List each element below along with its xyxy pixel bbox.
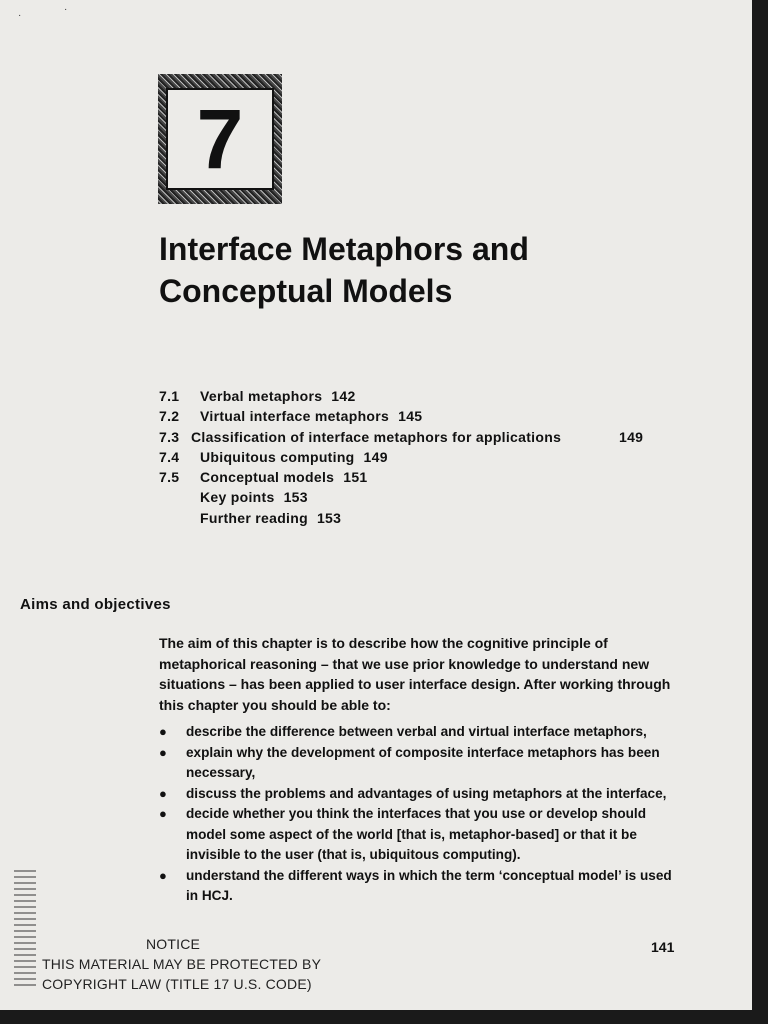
notice-line: COPYRIGHT LAW (TITLE 17 U.S. CODE) [42,976,312,992]
toc-item-text: Conceptual models [200,469,335,486]
toc-item-number: 7.2 [159,408,180,425]
objective-text: decide whether you think the interfaces that you use or develop should model some aspect of the world [that is, metaphor-based] or that it be invisible to the user (that is, ubiquitous computing). [186,806,647,862]
aims-heading: Aims and objectives [20,596,171,613]
scan-speck: · [18,10,22,21]
toc-item-page: 145 [398,408,423,425]
bullet-icon: ● [159,744,167,760]
chapter-number-box [158,74,282,204]
list-item [159,866,679,907]
toc-item-number: 7.5 [159,469,180,486]
toc-item-number: 7.3 [159,428,180,445]
list-item [159,804,679,866]
bullet-icon: ● [159,867,167,883]
objectives-list [159,722,679,907]
toc-item-page: 142 [331,388,356,404]
scan-artifact [14,870,36,990]
notice-line: THIS MATERIAL MAY BE PROTECTED BY [42,956,322,972]
toc-item-text: Key points [200,489,275,506]
toc-item-text: Virtual interface metaphors [200,408,390,425]
toc-item-page: 153 [283,489,308,506]
bullet-icon: ● [159,724,167,739]
copyright-notice [42,934,321,994]
toc-item-page: 149 [619,428,644,445]
page-number: 141 [651,939,675,955]
objective-text: understand the different ways in which the term ‘conceptual model’ is used in HCJ. [186,867,672,903]
toc-item-number: 7.1 [159,388,180,404]
toc-item-text: Ubiquitous computing [200,448,355,465]
list-item [159,722,679,743]
list-item [159,784,679,805]
bullet-icon: ● [159,785,167,801]
objective-text: describe the difference between verbal and virtual interface metaphors, [186,724,647,739]
toc-item-number: 7.4 [159,448,180,465]
chapter-title-line-1: Interface Metaphors and [159,231,529,267]
notice-heading: NOTICE [146,936,201,952]
chapter-number: 7 [196,92,244,186]
chapter-title-line-2: Conceptual Models [159,273,453,309]
list-item [159,743,679,784]
bullet-icon: ● [159,806,167,821]
toc-item-text: Classification of interface metaphors for applications [191,428,562,445]
toc-item-text: Verbal metaphors [200,388,323,404]
toc-item-page: 149 [363,448,388,465]
objective-text: discuss the problems and advantages of using metaphors at the interface, [186,785,667,801]
objective-text: explain why the development of composite interface metaphors has been necessary, [186,744,660,780]
toc-item-text: Further reading [200,509,308,526]
chapter-number-frame [166,88,274,190]
toc-item-page: 151 [343,469,368,486]
intro-paragraph: The aim of this chapter is to describe how the cognitive principle of metaphorical reasoning – that we use prior knowledge to understand new situations – has been applied to user interface design. After working through this chapter you should be able to: [159,635,671,713]
toc-item-page: 153 [316,509,342,526]
chapter-title [159,228,529,312]
scan-speck: · [64,4,68,15]
